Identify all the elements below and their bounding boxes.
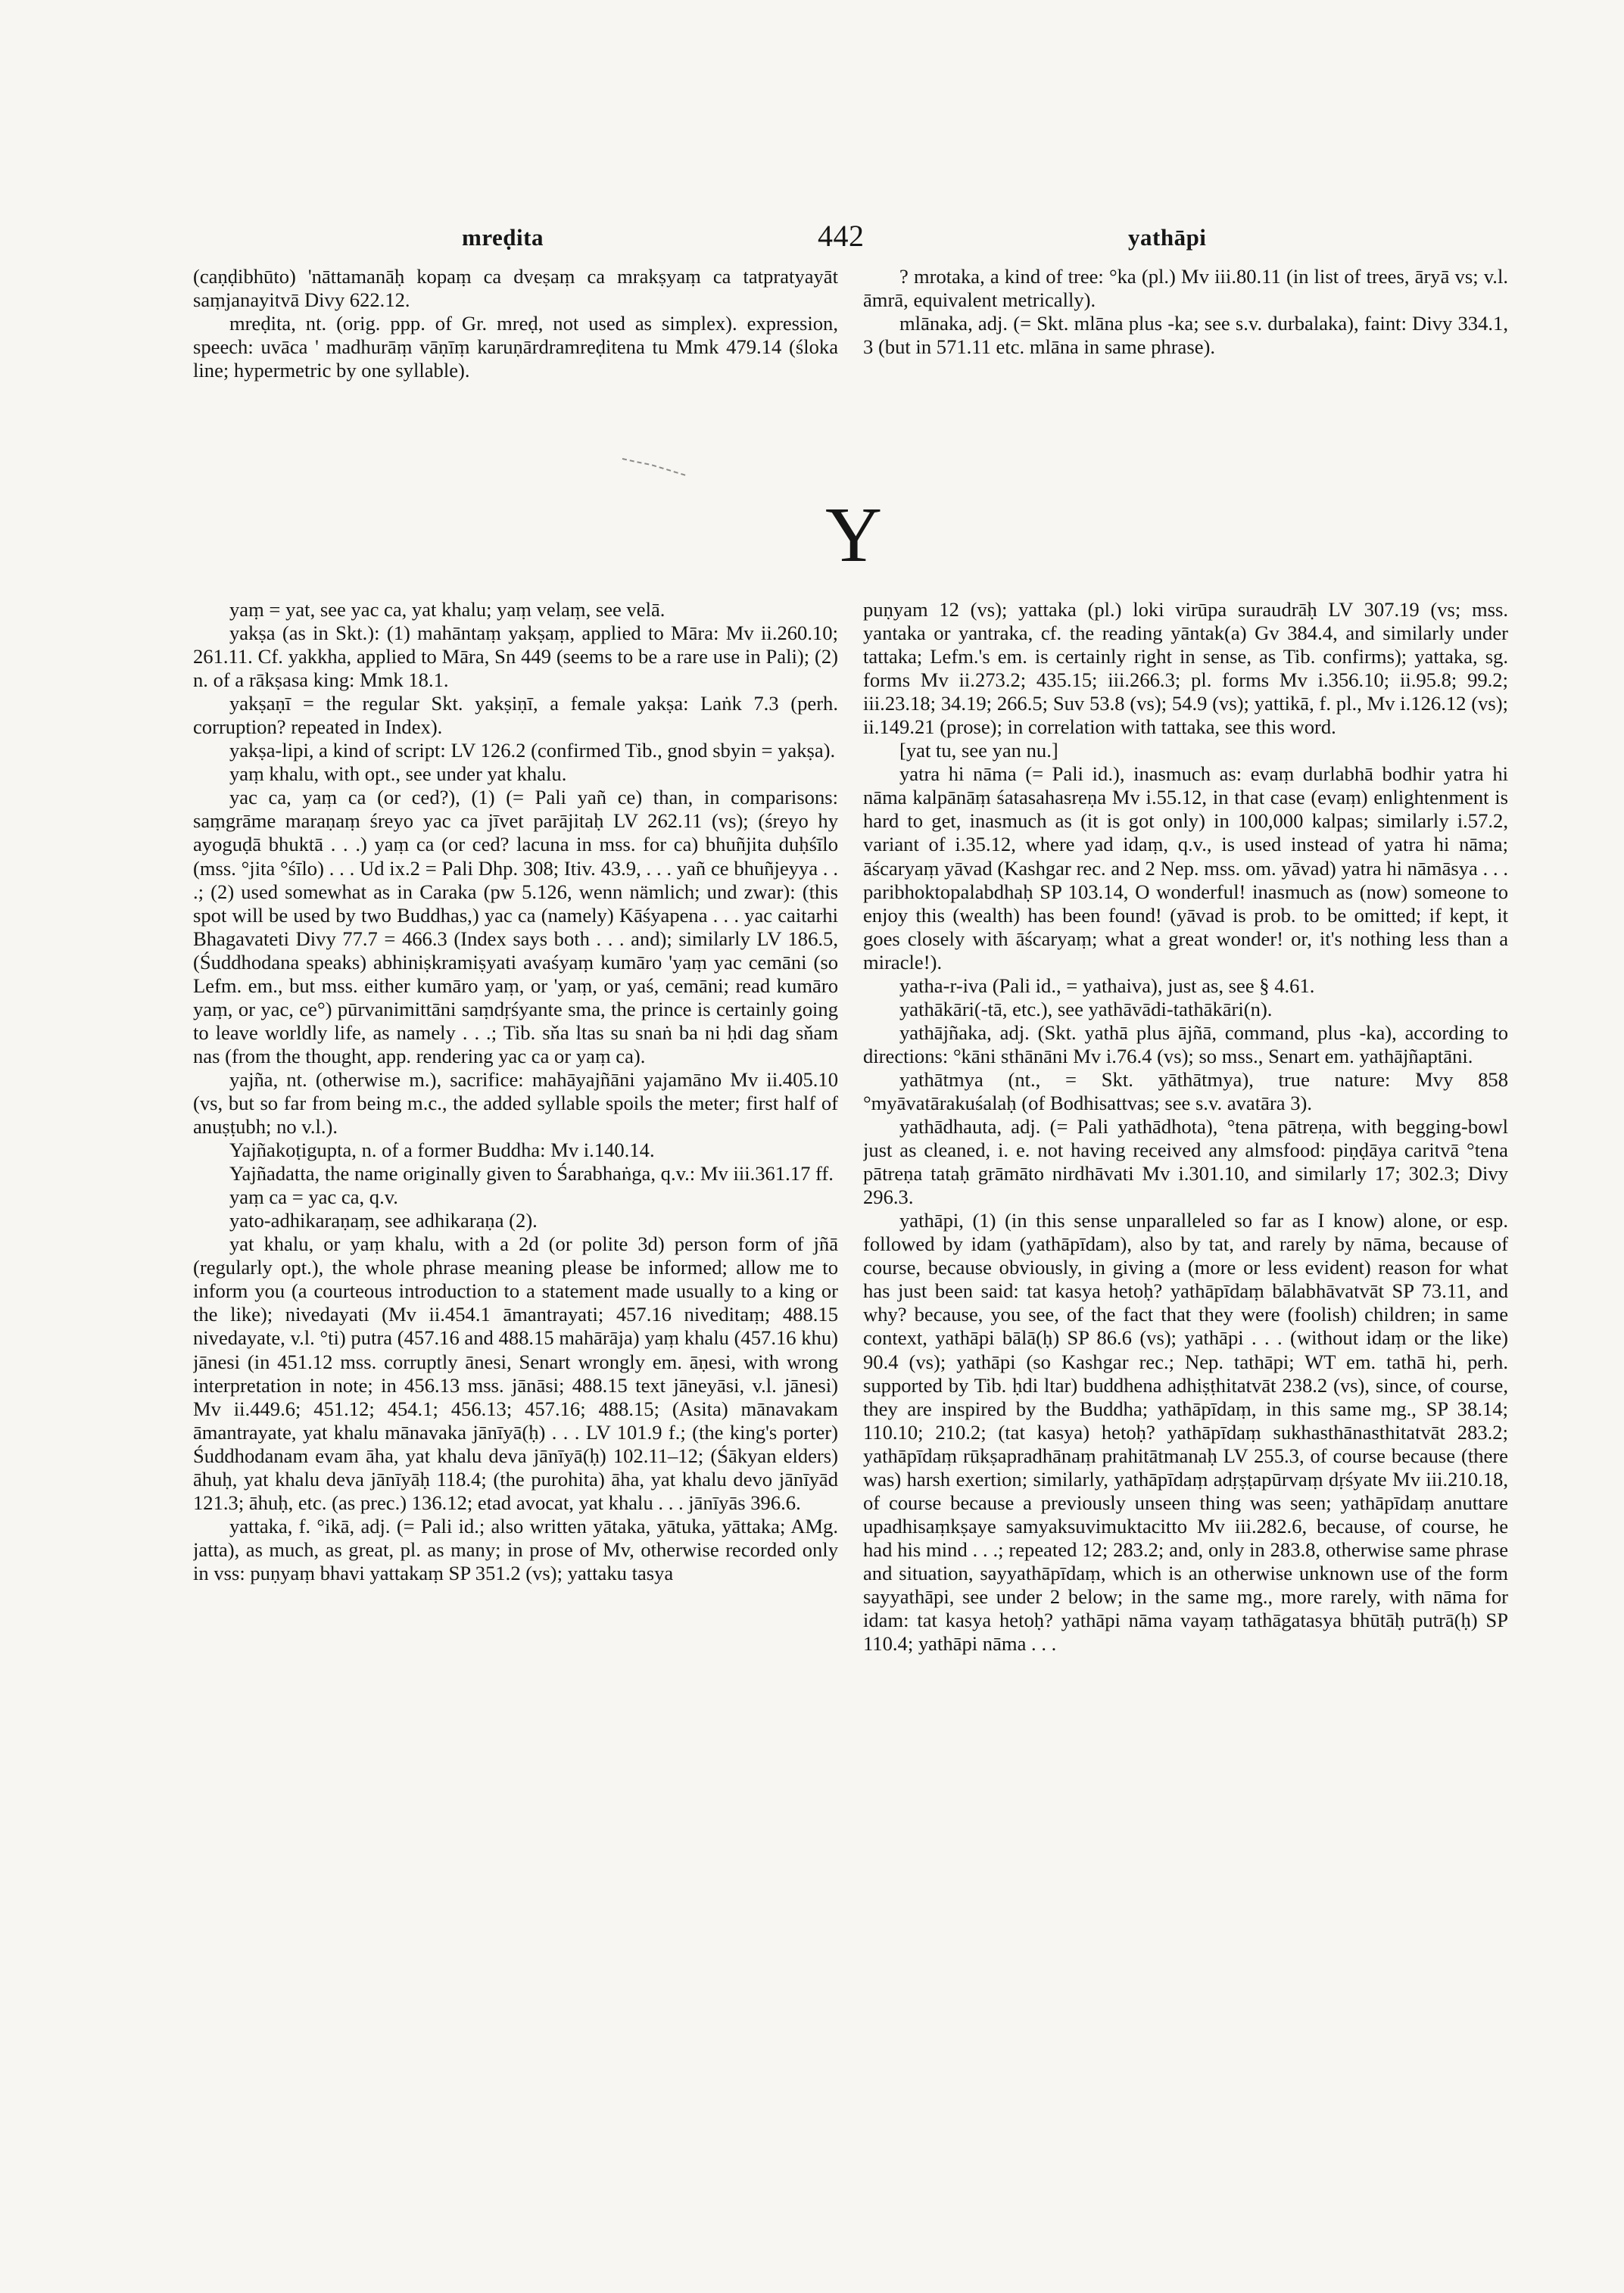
entry-mlanaka: mlānaka, adj. (= Skt. mlāna plus -ka; see s.v. durbalaka), faint: Divy 334.1, 3 (but in 571.11 etc. mlāna in same phrase). [863,312,1508,359]
entry-yato-adhikaranam: yato-adhikaraṇaṃ, see adhikaraṇa (2). [229,1209,538,1232]
entry-yam-ca: yaṃ ca = yac ca, q.v. [229,1185,398,1209]
entry-yajna: yajña, nt. (otherwise m.), sacrifice: mahāyajñāni yajamāno Mv ii.405.10 (vs, but so far from being m.c., the added syllable spoils the meter; first half of anuṣṭubh; no v.l.). [193,1067,838,1139]
running-head-right: yathāpi [1128,224,1207,251]
entry-yajnakotigupta: Yajñakoṭigupta, n. of a former Buddha: Mv i.140.14. [229,1139,655,1162]
entry-mredita: mreḍita, nt. (orig. ppp. of Gr. mreḍ, not used as simplex). expression, speech: uvāca ' madhurāṃ vāṇīṃ karuṇārdramreḍitena tu Mmk 479.14 (śloka line; hypermetric by one syllable). [193,312,838,382]
section-letter: Y [825,491,883,578]
entry-yatha-r-iva: yatha-r-iva (Pali id., = yathaiva), just as, see § 4.61. [899,974,1315,997]
entry-continuation: (caṇḍibhūto) 'nāttamanāḥ kopaṃ ca dveṣaṃ ca mrakṣyaṃ ca tatpratyayāt saṃjanayitvā Divy 622.12. [193,265,838,312]
entry-yat-tu: [yat tu, see yan nu.] [899,739,1058,762]
page-number: 442 [818,219,865,253]
entry-yaksa-lipi: yakṣa-lipi, a kind of script: LV 126.2 (confirmed Tib., gnod sbyin = yakṣa). [229,739,836,762]
entry-yat-khalu: yat khalu, or yaṃ khalu, with a 2d (or polite 3d) person form of jñā (regularly opt.), the whole phrase meaning please be informed; allow me to inform you (a courteous introduction to a statement made usually to a king or the like); nivedayati (Mv ii.454.1 āmantrayati; 457.16 niveditaṃ; 488.15 nivedayate, v.l. °ti) putra (457.16 and 488.15 mahārāja) yaṃ khalu (457.16 khu) jānesi (in 451.12 mss. corruptly ānesi, Senart wrongly em. āṇesi, with wrong interpretation in note; in 456.13 mss. jānāsi; 488.15 text jāneyāsi, v.l. jānesi) Mv ii.449.6; 451.12; 454.1; 456.13; 457.16; 488.15; (Asita) mānavakam āmantrayate, yat khalu mānavaka jānīyā(ḥ) . . . LV 101.9 f.; (the king's porter) Śuddhodanam evam āha, yat khalu deva jānīyā(ḥ) 102.11–12; (Śākyan elders) āhuḥ, yat khalu deva jānīyāḥ 118.4; (the purohita) āha, yat khalu devo jānīyād 121.3; āhuḥ, etc. (as prec.) 136.12; etad avocat, yat khalu . . . jānīyās 396.6. [193,1232,838,1514]
entry-yattaka-continued: puṇyam 12 (vs); yattaka (pl.) loki virūpa suraudrāḥ LV 307.19 (vs; mss. yantaka or yantraka, cf. the reading yāntak(a) Gv 384.4, and similarly under tattaka; Lefm.'s em. is certainly right in sense, as Tib. confirms); yattaka, sg. forms Mv ii.273.2; 435.15; iii.266.3; pl. forms Mv i.356.10; ii.95.8; 99.2; iii.23.18; 34.19; 266.5; Suv 53.8 (vs); 54.9 (vs); yattikā, f. pl., Mv i.126.12 (vs); ii.149.21 (prose); in correlation with tattaka, see this word. [863,598,1508,739]
entry-yattaka: yattaka, f. °ikā, adj. (= Pali id.; also written yātaka, yātuka, yāttaka; AMg. jatta), as much, as great, pl. as many; in prose of Mv, otherwise recorded only in vss: puṇyaṃ bhavi yattakaṃ SP 351.2 (vs); yattaku tasya [193,1514,838,1584]
entry-yac-ca: yac ca, yaṃ ca (or ced?), (1) (= Pali yañ ce) than, in comparisons: saṃgrāme maraṇaṃ śreyo yac ca jīvet parājitaḥ LV 262.11 (vs); (śreyo hy ayoguḍā bhuktā . . .) yaṃ ca (or ced? lacuna in mss. for ca) bhuñjita duḥśīlo (mss. °jita °śīlo) . . . Ud ix.2 = Pali Dhp. 308; Itiv. 43.9, . . . yañ ce bhuñjeyya . . .; (2) used somewhat as in Caraka (pw 5.126, wenn nämlich; und zwar): (this spot will be used by two Buddhas,) yac ca (namely) Kāśyapena . . . yac caitarhi Bhagavateti Divy 77.7 = 466.3 (Index says both . . . and); similarly LV 186.5, (Śuddhodana speaks) abhiniṣkramiṣyati avaśyaṃ kumāro 'yaṃ yac cemāni (so Lefm. em., but mss. either kumāro yaṃ, or 'yaṃ, or yaś, cemāni; read kumāro yaṃ, or yac, ce°) pūrvanimittāni saṃdṛśyante sma, the prince is certainly going to leave worldly life, as namely . . .; Tib. sňa ltas su snaṅ ba ni ḥdi dag sňam nas (from the thought, app. rendering yac ca or yaṃ ca). [193,786,838,1067]
running-head-left: mreḍita [462,224,544,251]
top-right-column [863,265,1508,439]
print-smudge-mark [621,454,689,477]
top-left-column [193,265,838,439]
main-left-column [193,598,838,2263]
entry-mrotaka: ? mrotaka, a kind of tree: °ka (pl.) Mv iii.80.11 (in list of trees, āryā vs; v.l. āmrā, equivalent metrically). [863,265,1508,312]
entry-yathadhauta: yathādhauta, adj. (= Pali yathādhota), °tena pātreṇa, with begging-bowl just as cleaned, i. e. not having received any almsfood: piṇḍāya caritvā °tena pātreṇa tataḥ grāmāto nirdhāvati Mv i.301.10, and similarly 17; 302.3; Divy 296.3. [863,1115,1508,1209]
entry-yaksa: yakṣa (as in Skt.): (1) mahāntaṃ yakṣaṃ, applied to Māra: Mv ii.260.10; 261.11. Cf. yakkha, applied to Māra, Sn 449 (seems to be a rare use in Pali); (2) n. of a rākṣasa king: Mmk 18.1. [193,622,838,692]
entry-yathatmya: yathātmya (nt., = Skt. yāthātmya), true nature: Mvy 858 °myāvatārakuśalaḥ (of Bodhisattvas; see s.v. avatāra 3). [863,1067,1508,1114]
entry-yaksani: yakṣaṇī = the regular Skt. yakṣiṇī, a female yakṣa: Laṅk 7.3 (perh. corruption? repeated in Index). [193,692,838,739]
entry-yajnadatta: Yajñadatta, the name originally given to Śarabhaṅga, q.v.: Mv iii.361.17 ff. [229,1162,834,1185]
entry-yathajnaka: yathājñaka, adj. (Skt. yathā plus ājñā, command, plus -ka), according to directions: °kāni sthānāni Mv i.76.4 (vs); so mss., Senart em. yathājñaptāni. [863,1020,1508,1067]
entry-yam: yaṃ = yat, see yac ca, yat khalu; yaṃ velaṃ, see velā. [229,598,665,621]
entry-yatra-hi-nama: yatra hi nāma (= Pali id.), inasmuch as: evaṃ durlabhā bodhir yatra hi nāma kalpānāṃ śatasahasreṇa Mv i.55.12, in that case (evaṃ) enlightenment is hard to get, inasmuch as (it is got only) in 100,000 kalpas; similarly i.57.2, variant of i.35.12, where yad idaṃ, q.v., is used instead of yatra hi nāma; āścaryaṃ yāvad (Kashgar rec. and 2 Nep. mss. om. yāvad) yatra hi nāmāsya . . . paribhoktopalabdhaḥ SP 103.14, O wonderful! inasmuch as (now) someone to enjoy this (wealth) has been found! (yāvad is prob. to be omitted; if kept, it goes closely with āścaryaṃ; what a great wonder! or, it's nothing less than a miracle!). [863,762,1508,974]
entry-yathakari: yathākāri(-tā, etc.), see yathāvādi-tathākāri(n). [899,997,1273,1020]
entry-yam-khalu: yaṃ khalu, with opt., see under yat khalu. [229,762,567,786]
entry-yathapi: yathāpi, (1) (in this sense unparalleled so far as I know) alone, or esp. followed by idam (yathāpīdam), also by tat, and rarely by nāma, because of course, because obviously, in giving a (more or less evident) reason for what has just been said: tat kasya hetoḥ? yathāpīdaṃ bālabhāvatvāt SP 73.11, and why? because, you see, of the fact that they were (foolish) children; in same context, yathāpi bālā(ḥ) SP 86.6 (vs); yathāpi . . . (without idaṃ or the like) 90.4 (vs); yathāpi (so Kashgar rec.; Nep. tathāpi; WT em. tathā hi, perh. supported by Tib. ḥdi ltar) buddhena adhiṣṭhitatvāt 238.2 (vs), since, of course, they are inspired by the Buddha; yathāpīdaṃ, in this same mg., SP 38.14; 110.10; 210.2; (tat kasya) hetoḥ? yathāpīdaṃ sukhasthānasthitatvāt 283.2; yathāpīdaṃ rūkṣapradhānaṃ prahitātmanaḥ LV 255.3, of course because (there was) harsh exertion; similarly, yathāpīdaṃ adṛṣṭapūrvaṃ dṛśyate Mv iii.210.18, of course because a previously unseen thing was seen; yathāpīdaṃ anuttare upadhisaṃkṣaye samyaksuvimuktacitto Mv iii.282.6, because, of course, he had his mind . . .; repeated 12; 283.2; and, only in 283.8, otherwise same phrase and situation, sayyathāpīdaṃ, which is an otherwise unknown use of the form sayyathāpi, see under 2 below; in the same mg., more rarely, with nāma for idam: tat kasya hetoḥ? yathāpi nāma vayaṃ tathāgatasya bhūtāḥ putrā(ḥ) SP 110.4; yathāpi nāma . . . [863,1209,1508,1656]
main-right-column [863,598,1508,2263]
